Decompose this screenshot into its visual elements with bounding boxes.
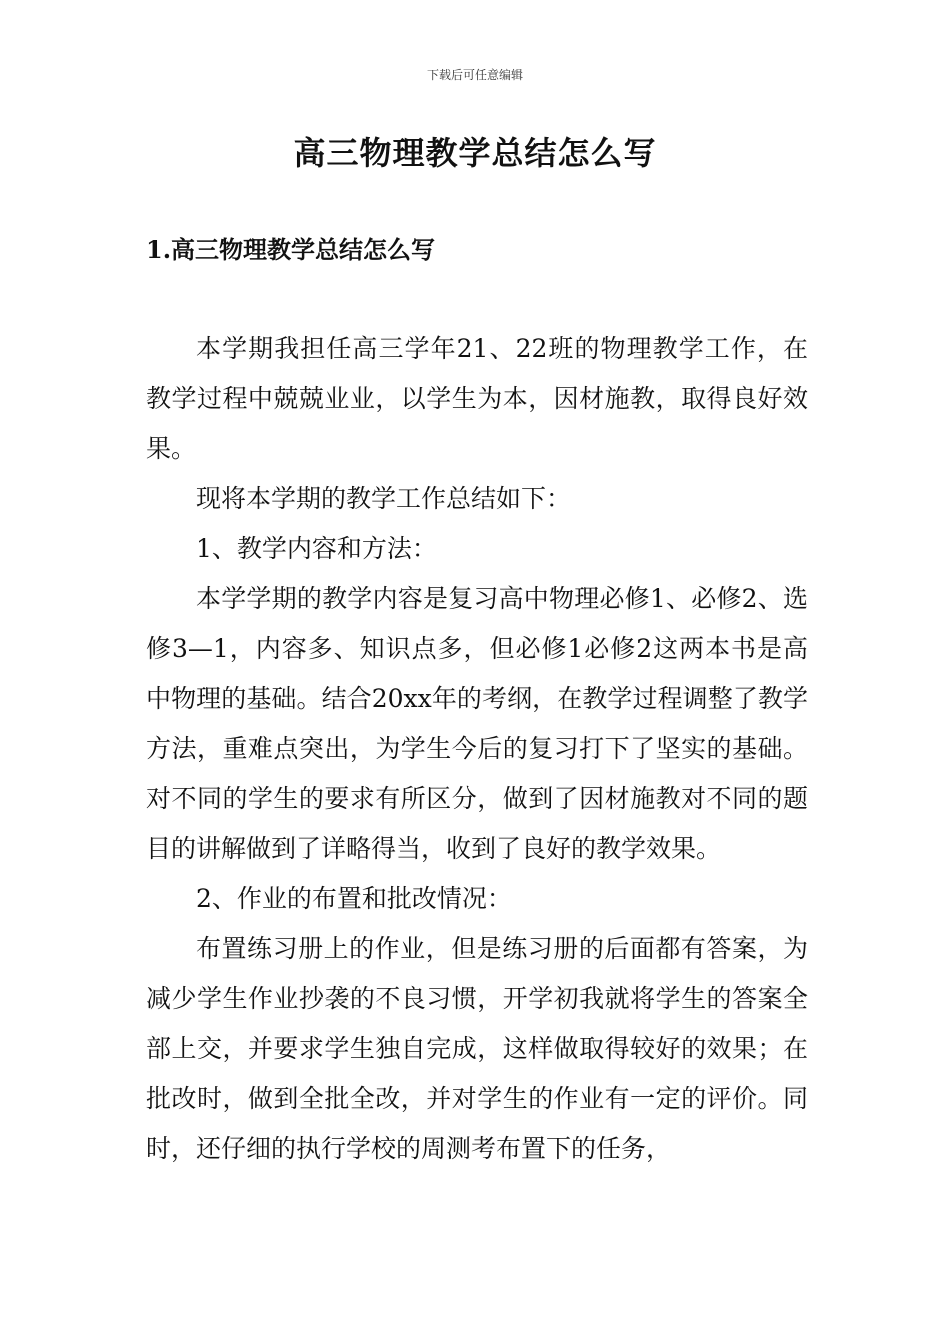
document-title: 高三物理教学总结怎么写 [293,134,657,172]
subheading-teaching-content: 1、教学内容和方法： [196,534,437,563]
subheading-homework: 2、作业的布置和批改情况： [196,884,512,913]
section-heading: 1.高三物理教学总结怎么写 [146,235,436,264]
paragraph-intro: 本学期我担任高三学年21、22班的物理教学工作，在教学过程中兢兢业业，以学生为本，因材施教，取得良好效果。 [146,334,808,463]
paragraph-summary-lead: 现将本学期的教学工作总结如下： [196,484,572,513]
document-body [146,324,808,1174]
header-note: 下载后可任意编辑 [426,68,523,82]
paragraph-homework: 布置练习册上的作业，但是练习册的后面都有答案，为减少学生作业抄袭的不良习惯，开学初我就将学生的答案全部上交，并要求学生独自完成，这样做取得较好的效果；在批改时，做到全批全改，并对学生的作业有一定的评价。同时，还仔细的执行学校的周测考布置下的任务， [146,934,808,1163]
paragraph-teaching-content: 本学学期的教学内容是复习高中物理必修1、必修2、选修3—1，内容多、知识点多，但必修1必修2这两本书是高中物理的基础。结合20xx年的考纲，在教学过程调整了教学方法，重难点突出，为学生今后的复习打下了坚实的基础。对不同的学生的要求有所区分，做到了因材施教对不同的题目的讲解做到了详略得当，收到了良好的教学效果。 [146,584,808,863]
